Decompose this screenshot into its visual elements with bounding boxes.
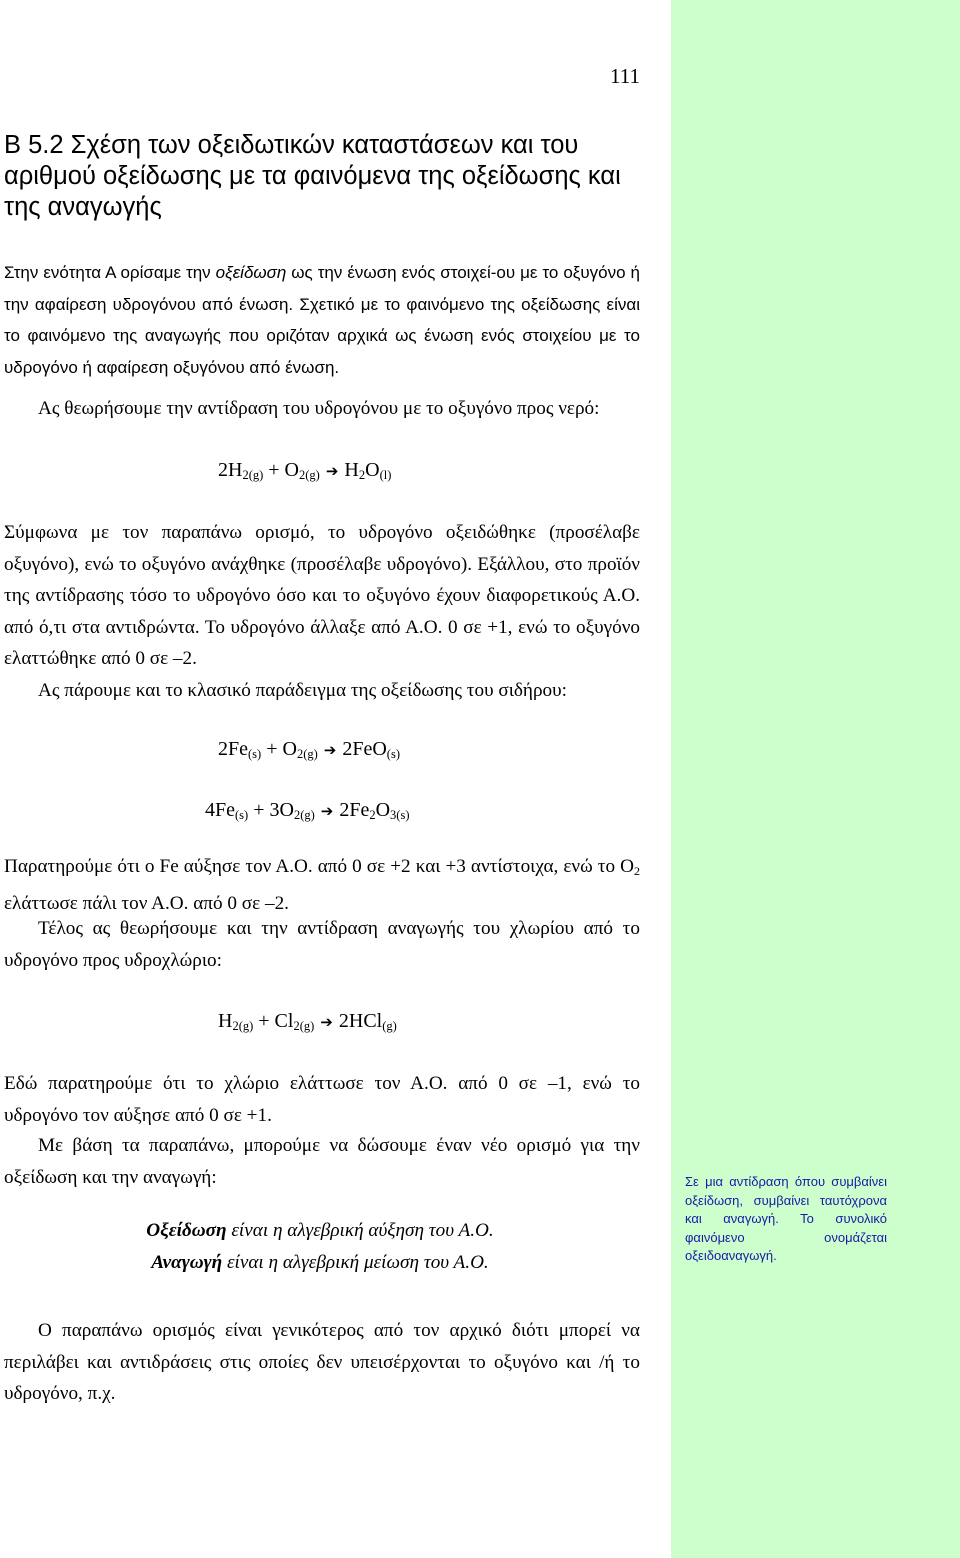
eq1-product-2: O: [365, 459, 380, 481]
eq4-product: 2HCl: [338, 1010, 383, 1032]
reaction-arrow-icon: ➔: [325, 462, 339, 480]
eq1-sub-1: 2(g): [242, 468, 264, 482]
eq3-sub-4: 3(s): [390, 808, 410, 822]
intro-text-3: Σχετικό με το φαινόμενο της οξείδωσης είναι το φαινόμενο της αναγωγής που οριζόταν αρχικά ως ένωση ενός στοιχείου με το υδρογόνο ή αφαίρεση οξυγόνου από ένωση.: [4, 294, 641, 377]
eq1-product: H: [344, 459, 359, 481]
eq1-sub-4: (l): [379, 468, 392, 482]
intro-paragraph: [4, 257, 640, 383]
eq3-product-2: O: [375, 799, 391, 821]
iron-paragraph: Ας πάρουμε και το κλασικό παράδειγμα της οξείδωσης του σιδήρου:: [38, 680, 567, 701]
page-number: 111: [610, 64, 640, 88]
eq3-sub-3: 2: [369, 808, 376, 822]
reaction-arrow-icon: ➔: [320, 802, 334, 820]
equation-iron-1: [218, 736, 400, 767]
eq3-product: 2Fe: [339, 799, 370, 821]
fe-text-1: Παρατηρούμε ότι ο Fe αύξησε τον Α.Ο. από 0 σε +2 και +3 αντίστοιχα, ενώ το O: [4, 856, 634, 877]
fe-text-2: ελάττωσε πάλι τον Α.Ο. από 0 σε –2.: [4, 892, 289, 914]
eq1-sub-3: 2: [358, 468, 366, 482]
eq3-sub-1: (s): [235, 808, 249, 822]
reduction-definition: είναι η αλγεβρική μείωση του Α.Ο.: [222, 1252, 489, 1273]
definition-oxidation: [0, 1220, 640, 1242]
reaction-arrow-icon: ➔: [320, 1013, 333, 1031]
iron-oxidation-paragraph: [4, 851, 640, 919]
eq3-reactant-2: + 3O: [248, 799, 294, 821]
fe-subscript: 2: [634, 864, 640, 878]
chlorine-result-paragraph: Εδώ παρατηρούμε ότι το χλώριο ελάττωσε τον Α.Ο. από 0 σε –1, ενώ το υδρογόνο τον αύξησε από 0 σε +1.: [4, 1073, 640, 1126]
eq1-reactant-1: 2H: [218, 459, 243, 481]
equation-water: [218, 457, 391, 488]
eq4-sub-3: (g): [382, 1019, 397, 1033]
definition-reduction: [0, 1252, 640, 1274]
eq1-sub-2: 2(g): [299, 468, 320, 482]
equation-chlorine: [218, 1008, 397, 1039]
section-heading: Β 5.2 Σχέση των οξειδωτικών καταστάσεων και του αριθμού οξείδωσης με τα φαινόμενα της οξείδωσης και της αναγωγής: [4, 131, 621, 221]
eq1-reactant-2: + O: [263, 459, 300, 481]
equation-iron-2: [205, 797, 410, 828]
eq2-sub-1: (s): [248, 747, 262, 761]
eq4-reactant-2: + Cl: [253, 1010, 294, 1032]
eq2-sub-2: 2(g): [296, 747, 318, 761]
intro-italic-term: οξείδωση: [215, 263, 287, 282]
general-definition-paragraph: Ο παραπάνω ορισμός είναι γενικότερος από τον αρχικό διότι μπορεί να περιλάβει και αντιδράσεις στις οποίες δεν υπεισέρχονται το οξυγόνο και /ή το υδρογόνο, π.χ.: [4, 1320, 640, 1404]
eq4-sub-2: 2(g): [293, 1019, 315, 1033]
eq4-sub-1: 2(g): [232, 1019, 254, 1033]
eq4-reactant-1: H: [218, 1010, 233, 1032]
reduction-term: Αναγωγή: [151, 1252, 223, 1273]
oxidation-term: Οξείδωση: [146, 1220, 227, 1241]
eq2-product: 2FeO: [342, 738, 387, 760]
intro-text-2: ως την ένωση ενός στοιχεί-ου με το οξυγόνο ή την αφαίρεση υδρογόνου από ένωση.: [4, 263, 640, 314]
oxidation-definition: είναι η αλγεβρική αύξηση του Α.Ο.: [226, 1220, 494, 1241]
margin-sidebar: [671, 0, 960, 1558]
intro-text-1: Στην ενότητα Α ορίσαμε την: [4, 263, 216, 282]
eq3-sub-2: 2(g): [293, 808, 315, 822]
eq2-reactant-2: + O: [261, 738, 297, 760]
explanation-paragraph: Σύμφωνα με τον παραπάνω ορισμό, το υδρογόνο οξειδώθηκε (προσέλαβε οξυγόνο), ενώ το οξυγόνο ανάχθηκε (προσέλαβε υδρογόνο). Εξάλλου, στο προϊόν της αντίδρασης τόσο το υδρογόνο όσο και το οξυγόνο έχουν διαφορετικούς Α.Ο. από ό,τι στα αντιδρώντα. Το υδρογόνο άλλαξε από Α.Ο. 0 σε +1, ενώ το οξυγόνο ελαττώθηκε από 0 σε –2.: [4, 522, 640, 669]
side-note: Σε μια αντίδραση όπου συμβαίνει οξείδωση, συμβαίνει ταυτόχρονα και αναγωγή. Το συνολικό φαινόμενο ονομάζεται οξειδοαναγωγή.: [685, 1174, 887, 1263]
reaction-arrow-icon: ➔: [323, 741, 337, 759]
new-definition-paragraph: Με βάση τα παραπάνω, μπορούμε να δώσουμε έναν νέο ορισμό για την οξείδωση και την αναγωγή:: [4, 1135, 640, 1188]
water-paragraph: Ας θεωρήσουμε την αντίδραση του υδρογόνου με το οξυγόνο προς νερό:: [38, 398, 600, 419]
eq3-reactant-1: 4Fe: [205, 799, 235, 821]
eq2-sub-3: (s): [386, 747, 400, 761]
eq2-reactant-1: 2Fe: [218, 738, 248, 760]
chlorine-paragraph: Τέλος ας θεωρήσουμε και την αντίδραση αναγωγής του χλωρίου από το υδρογόνο προς υδροχλώριο:: [4, 918, 640, 971]
